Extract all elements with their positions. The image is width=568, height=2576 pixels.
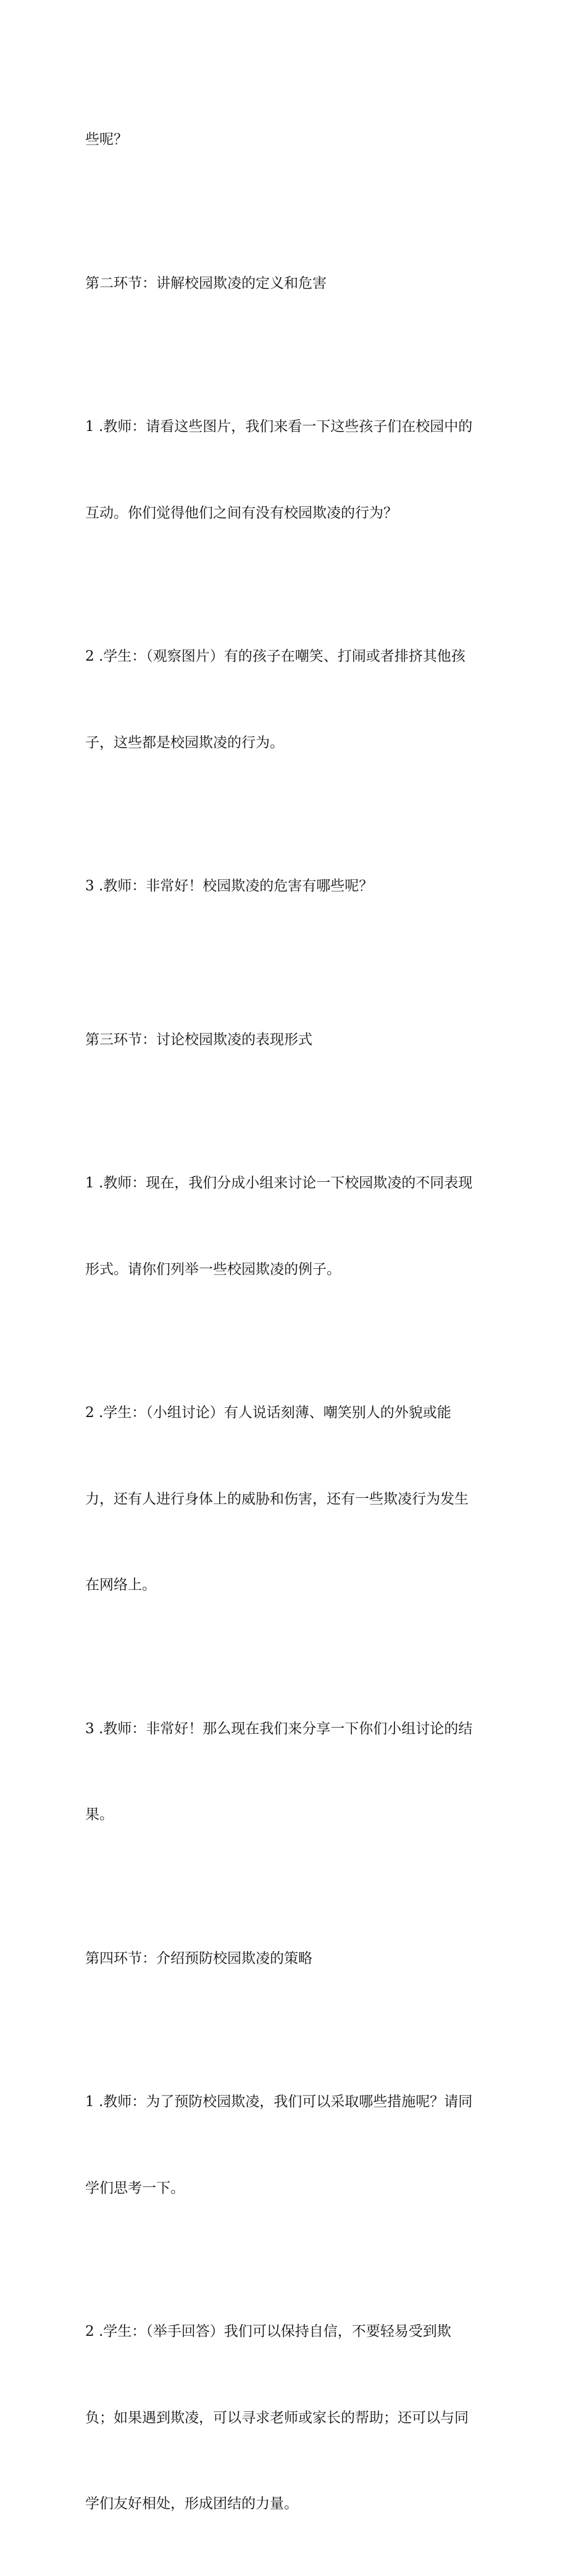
paragraph-student-2 — [85, 585, 487, 814]
text-line: 第四环节：介绍预防校园欺凌的策略 — [85, 1950, 312, 1967]
text-line: 1 .教师：请看这些图片，我们来看一下这些孩子们在校园中的 — [85, 419, 473, 435]
text-line: 1 .教师：为了预防校园欺凌，我们可以采取哪些措施呢？请同 — [85, 2094, 473, 2110]
paragraph-teacher-1 — [85, 2030, 487, 2260]
document-body — [85, 68, 487, 2576]
paragraph-teacher-1 — [85, 1111, 487, 1341]
text-line: 果。 — [85, 1807, 114, 1823]
text-line: 2 .学生：（观察图片）有的孩子在嘲笑、打闹或者排挤其他孩 — [85, 648, 466, 664]
text-line: 3 .教师：非常好！校园欺凌的危害有哪些呢？ — [85, 878, 374, 894]
text-line: 第二环节：讲解校园欺凌的定义和危害 — [85, 275, 327, 291]
paragraph-teacher-3 — [85, 1657, 487, 1887]
section-heading-4 — [85, 1887, 487, 2031]
text-line: 负；如果遇到欺凌，可以寻求老师或家长的帮助；还可以与同 — [85, 2409, 469, 2426]
paragraph-teacher-1 — [85, 355, 487, 585]
text-line: 3 .教师：非常好！那么现在我们来分享一下你们小组讨论的结 — [85, 1720, 473, 1737]
text-line: 学们思考一下。 — [85, 2180, 185, 2196]
text-line: 力，还有人进行身体上的威胁和伤害，还有一些欺凌行为发生 — [85, 1491, 469, 1507]
text-line: 些呢？ — [85, 132, 128, 148]
text-line: 子，这些都是校园欺凌的行为。 — [85, 734, 284, 751]
paragraph-gap — [85, 958, 487, 968]
text-line: 2 .学生：（举手回答）我们可以保持自信，不要轻易受到欺 — [85, 2323, 451, 2340]
text-line: 学们友好相处，形成团结的力量。 — [85, 2496, 298, 2512]
section-heading-2 — [85, 212, 487, 356]
paragraph-student-2 — [85, 2260, 487, 2576]
text-line: 1 .教师：现在，我们分成小组来讨论一下校园欺凌的不同表现 — [85, 1175, 473, 1191]
text-line: 第三环节：讨论校园欺凌的表现形式 — [85, 1031, 312, 1048]
text-line: 在网络上。 — [85, 1577, 156, 1593]
paragraph-continuation — [85, 68, 487, 212]
section-heading-3 — [85, 968, 487, 1112]
text-line: 2 .学生：（小组讨论）有人说话刻薄、嘲笑别人的外貌或能 — [85, 1405, 451, 1421]
paragraph-student-2 — [85, 1341, 487, 1657]
paragraph-teacher-3 — [85, 814, 487, 958]
text-line: 互动。你们觉得他们之间有没有校园欺凌的行为？ — [85, 504, 398, 521]
text-line: 形式。请你们列举一些校园欺凌的例子。 — [85, 1261, 341, 1278]
